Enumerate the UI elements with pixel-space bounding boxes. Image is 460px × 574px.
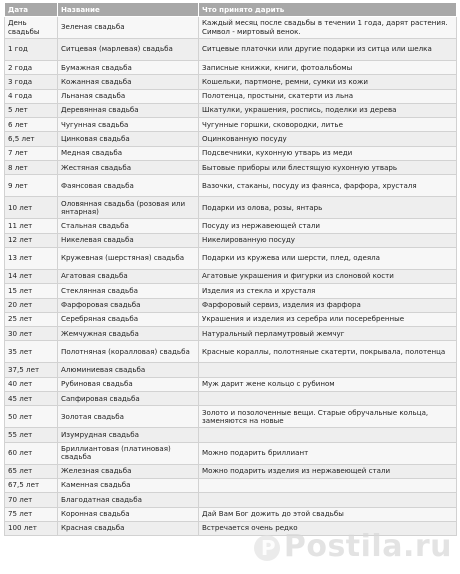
header-name: Название	[58, 3, 199, 17]
cell-gift: Подарки из олова, розы, янтарь	[199, 197, 457, 219]
wedding-anniversary-table	[4, 2, 457, 536]
cell-gift: Чугунные горшки, сковородки, литье	[199, 118, 457, 132]
cell-date: 35 лет	[5, 341, 58, 363]
cell-date: 75 лет	[5, 507, 58, 521]
cell-name: Сапфировая свадьба	[58, 392, 199, 406]
cell-date: 9 лет	[5, 175, 58, 197]
cell-name: Полотняная (коралловая) свадьба	[58, 341, 199, 363]
cell-date: 67,5 лет	[5, 478, 58, 492]
table-row	[5, 284, 457, 298]
table-row	[5, 507, 457, 521]
cell-date: 55 лет	[5, 428, 58, 442]
cell-gift	[199, 493, 457, 507]
cell-name: Фаянсовая свадьба	[58, 175, 199, 197]
table-row	[5, 363, 457, 377]
cell-name: Красная свадьба	[58, 521, 199, 535]
cell-date: 50 лет	[5, 406, 58, 428]
table-row	[5, 269, 457, 283]
table-row	[5, 406, 457, 428]
cell-gift: Изделия из стекла и хрусталя	[199, 284, 457, 298]
table-row	[5, 175, 457, 197]
table-row	[5, 233, 457, 247]
cell-gift: Полотенца, простыни, скатерти из льна	[199, 89, 457, 103]
cell-date: 6,5 лет	[5, 132, 58, 146]
cell-gift	[199, 363, 457, 377]
cell-name: Жемчужная свадьба	[58, 327, 199, 341]
table-row	[5, 75, 457, 89]
table-row	[5, 61, 457, 75]
header-date: Дата	[5, 3, 58, 17]
wedding-anniversary-table-container	[4, 2, 456, 536]
table-header-row	[5, 3, 457, 17]
cell-name: Коронная свадьба	[58, 507, 199, 521]
table-row	[5, 298, 457, 312]
cell-date: 15 лет	[5, 284, 58, 298]
cell-name: Жестяная свадьба	[58, 161, 199, 175]
table-row	[5, 464, 457, 478]
cell-gift: Украшения и изделия из серебра или посеребренные	[199, 312, 457, 326]
table-row	[5, 103, 457, 117]
table-row	[5, 442, 457, 464]
cell-name: Кожанная свадьба	[58, 75, 199, 89]
cell-date: 25 лет	[5, 312, 58, 326]
cell-date: 60 лет	[5, 442, 58, 464]
cell-name: Каменная свадьба	[58, 478, 199, 492]
cell-date: 7 лет	[5, 146, 58, 160]
cell-date: 40 лет	[5, 377, 58, 391]
pin-icon	[254, 535, 280, 561]
cell-date: 2 года	[5, 61, 58, 75]
cell-gift	[199, 392, 457, 406]
table-row	[5, 327, 457, 341]
cell-name: Благодатная свадьба	[58, 493, 199, 507]
cell-name: Железная свадьба	[58, 464, 199, 478]
cell-name: Серебряная свадьба	[58, 312, 199, 326]
table-row	[5, 219, 457, 233]
cell-date: 13 лет	[5, 247, 58, 269]
table-row	[5, 161, 457, 175]
cell-name: Фарфоровая свадьба	[58, 298, 199, 312]
cell-date: 30 лет	[5, 327, 58, 341]
cell-gift: Ситцевые платочки или другие подарки из ситца или шелка	[199, 39, 457, 61]
cell-name: Никелевая свадьба	[58, 233, 199, 247]
cell-gift: Фарфоровый сервиз, изделия из фарфора	[199, 298, 457, 312]
cell-date: 3 года	[5, 75, 58, 89]
table-row	[5, 312, 457, 326]
cell-name: Стеклянная свадьба	[58, 284, 199, 298]
cell-name: Бумажная свадьба	[58, 61, 199, 75]
cell-date: 4 года	[5, 89, 58, 103]
cell-gift: Вазочки, стаканы, посуду из фаянса, фарфора, хрусталя	[199, 175, 457, 197]
table-row	[5, 341, 457, 363]
cell-date: 11 лет	[5, 219, 58, 233]
cell-date: 14 лет	[5, 269, 58, 283]
table-row	[5, 521, 457, 535]
cell-name: Медная свадьба	[58, 146, 199, 160]
table-row	[5, 132, 457, 146]
cell-gift: Шкатулки, украшения, роспись, поделки из дерева	[199, 103, 457, 117]
cell-date: 6 лет	[5, 118, 58, 132]
header-gift: Что принято дарить	[199, 3, 457, 17]
cell-name: Чугунная свадьба	[58, 118, 199, 132]
cell-date: 45 лет	[5, 392, 58, 406]
cell-gift: Агатовые украшения и фигурки из слоновой кости	[199, 269, 457, 283]
cell-gift: Можно подарить изделия из нержавеющей стали	[199, 464, 457, 478]
cell-gift: Натуральный перламутровый жемчуг	[199, 327, 457, 341]
cell-name: Льнаная свадьба	[58, 89, 199, 103]
watermark-text: Postila.ru	[283, 529, 452, 564]
cell-gift: Дай Вам Бог дожить до этой свадьбы	[199, 507, 457, 521]
cell-gift: Оцинкованную посуду	[199, 132, 457, 146]
table-row	[5, 146, 457, 160]
cell-name: Бриллиантовая (платиновая) свадьба	[58, 442, 199, 464]
table-row	[5, 493, 457, 507]
cell-name: Оловянная свадьба (розовая или янтарная)	[58, 197, 199, 219]
cell-date: 20 лет	[5, 298, 58, 312]
cell-date: 65 лет	[5, 464, 58, 478]
cell-name: Ситцевая (марлевая) свадьба	[58, 39, 199, 61]
cell-date: 12 лет	[5, 233, 58, 247]
cell-name: Деревянная свадьба	[58, 103, 199, 117]
cell-name: Алюминиевая свадьба	[58, 363, 199, 377]
cell-date: 8 лет	[5, 161, 58, 175]
cell-gift: Встречается очень редко	[199, 521, 457, 535]
cell-name: Золотая свадьба	[58, 406, 199, 428]
cell-gift: Муж дарит жене кольцо с рубином	[199, 377, 457, 391]
cell-name: Агатовая свадьба	[58, 269, 199, 283]
cell-name: Стальная свадьба	[58, 219, 199, 233]
cell-date: 70 лет	[5, 493, 58, 507]
cell-gift: Кошельки, партмоне, ремни, сумки из кожи	[199, 75, 457, 89]
cell-name: Изумрудная свадьба	[58, 428, 199, 442]
table-row	[5, 17, 457, 39]
table-row	[5, 118, 457, 132]
cell-name: Зеленая свадьба	[58, 17, 199, 39]
cell-gift: Красные кораллы, полотняные скатерти, покрывала, полотенца	[199, 341, 457, 363]
cell-gift: Посуду из нержавеющей стали	[199, 219, 457, 233]
cell-gift: Никелированную посуду	[199, 233, 457, 247]
cell-gift: Бытовые приборы или блестящую кухонную утварь	[199, 161, 457, 175]
table-body	[5, 17, 457, 536]
table-row	[5, 39, 457, 61]
cell-gift: Золото и позолоченные вещи. Старые обручальные кольца, заменяются на новые	[199, 406, 457, 428]
cell-date: 5 лет	[5, 103, 58, 117]
table-row	[5, 392, 457, 406]
cell-gift: Каждый месяц после свадьбы в течении 1 года, дарят растения. Символ - миртовый венок.	[199, 17, 457, 39]
cell-date: 1 год	[5, 39, 58, 61]
cell-gift	[199, 428, 457, 442]
table-row	[5, 197, 457, 219]
cell-name: Кружевная (шерстяная) свадьба	[58, 247, 199, 269]
cell-gift: Можно подарить бриллиант	[199, 442, 457, 464]
cell-date: 100 лет	[5, 521, 58, 535]
cell-date: 37,5 лет	[5, 363, 58, 377]
cell-name: Рубиновая свадьба	[58, 377, 199, 391]
cell-gift: Подсвечники, кухонную утварь из меди	[199, 146, 457, 160]
table-row	[5, 89, 457, 103]
table-row	[5, 377, 457, 391]
cell-gift	[199, 478, 457, 492]
cell-date: День свадьбы	[5, 17, 58, 39]
cell-date: 10 лет	[5, 197, 58, 219]
table-row	[5, 428, 457, 442]
table-row	[5, 247, 457, 269]
cell-gift: Подарки из кружева или шерсти, плед, одеяла	[199, 247, 457, 269]
cell-name: Цинковая свадьба	[58, 132, 199, 146]
cell-gift: Записные книжки, книги, фотоальбомы	[199, 61, 457, 75]
table-row	[5, 478, 457, 492]
